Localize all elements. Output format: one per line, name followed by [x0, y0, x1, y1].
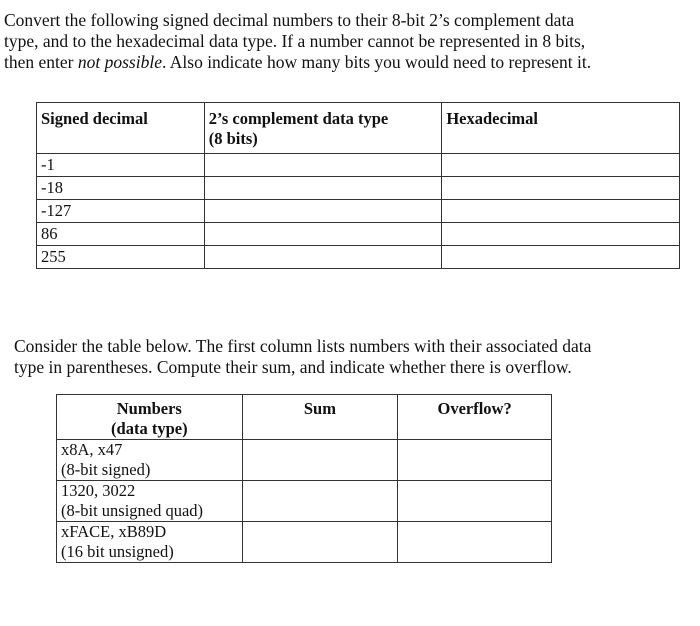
sum-answer-cell[interactable] [242, 481, 398, 522]
complement-answer-cell[interactable] [204, 200, 442, 223]
table-row [57, 440, 552, 481]
header-hexadecimal: Hexadecimal [442, 103, 680, 154]
hex-answer-cell[interactable] [442, 154, 680, 177]
number-data-type: (8-bit signed) [61, 460, 151, 479]
complement-answer-cell[interactable] [204, 246, 442, 269]
instruction-line-3-post: . Also indicate how many bits you would need to represent it. [161, 52, 592, 72]
signed-decimal-cell: -127 [37, 200, 205, 223]
table-row [57, 481, 552, 522]
table-row [37, 154, 680, 177]
overflow-answer-cell[interactable] [398, 481, 552, 522]
complement-answer-cell[interactable] [204, 223, 442, 246]
instruction-line-3-pre: then enter [4, 52, 78, 72]
table-row [37, 246, 680, 269]
signed-decimal-cell: 255 [37, 246, 205, 269]
header-8-bits-label: (8 bits) [208, 129, 258, 148]
number-values: 1320, 3022 [61, 481, 136, 500]
sum-overflow-table [56, 394, 552, 563]
header-data-type-label: (data type) [111, 419, 188, 438]
header-twos-complement-label: 2’s complement data type [208, 109, 389, 128]
signed-decimal-cell: -18 [37, 177, 205, 200]
hex-answer-cell[interactable] [442, 223, 680, 246]
instruction2-line-1: Consider the table below. The first column lists numbers with their associated data [14, 336, 592, 356]
header-numbers [57, 395, 243, 440]
signed-decimal-cell: -1 [37, 154, 205, 177]
number-data-type: (16 bit unsigned) [61, 542, 174, 561]
header-twos-complement [204, 103, 442, 154]
instruction2-line-2: type in parentheses. Compute their sum, and indicate whether there is overflow. [14, 357, 572, 377]
table-row [37, 223, 680, 246]
header-sum: Sum [242, 395, 398, 440]
header-overflow: Overflow? [398, 395, 552, 440]
instruction-line-2: type, and to the hexadecimal data type. If a number cannot be represented in 8 bits, [4, 31, 586, 51]
not-possible-text: not possible [77, 52, 162, 72]
instruction-line-3 [4, 52, 694, 73]
header-signed-decimal: Signed decimal [37, 103, 205, 154]
sum-answer-cell[interactable] [242, 440, 398, 481]
numbers-cell [57, 440, 243, 481]
complement-answer-cell[interactable] [204, 177, 442, 200]
table-row [37, 177, 680, 200]
sum-answer-cell[interactable] [242, 522, 398, 563]
hex-answer-cell[interactable] [442, 177, 680, 200]
complement-answer-cell[interactable] [204, 154, 442, 177]
numbers-cell [57, 522, 243, 563]
numbers-cell [57, 481, 243, 522]
table2-header-row [57, 395, 552, 440]
overflow-answer-cell[interactable] [398, 522, 552, 563]
complement-conversion-table [36, 102, 680, 269]
table-row [37, 200, 680, 223]
number-data-type: (8-bit unsigned quad) [61, 501, 204, 520]
hex-answer-cell[interactable] [442, 246, 680, 269]
instructions-paragraph-1 [4, 10, 694, 73]
table-row [57, 522, 552, 563]
header-numbers-label: Numbers [116, 399, 182, 418]
table1-header-row [37, 103, 680, 154]
signed-decimal-cell: 86 [37, 223, 205, 246]
number-values: x8A, x47 [61, 440, 123, 459]
number-values: xFACE, xB89D [61, 522, 167, 541]
instruction-line-1: Convert the following signed decimal numbers to their 8-bit 2’s complement data [4, 10, 575, 30]
hex-answer-cell[interactable] [442, 200, 680, 223]
instructions-paragraph-2 [14, 336, 684, 378]
overflow-answer-cell[interactable] [398, 440, 552, 481]
